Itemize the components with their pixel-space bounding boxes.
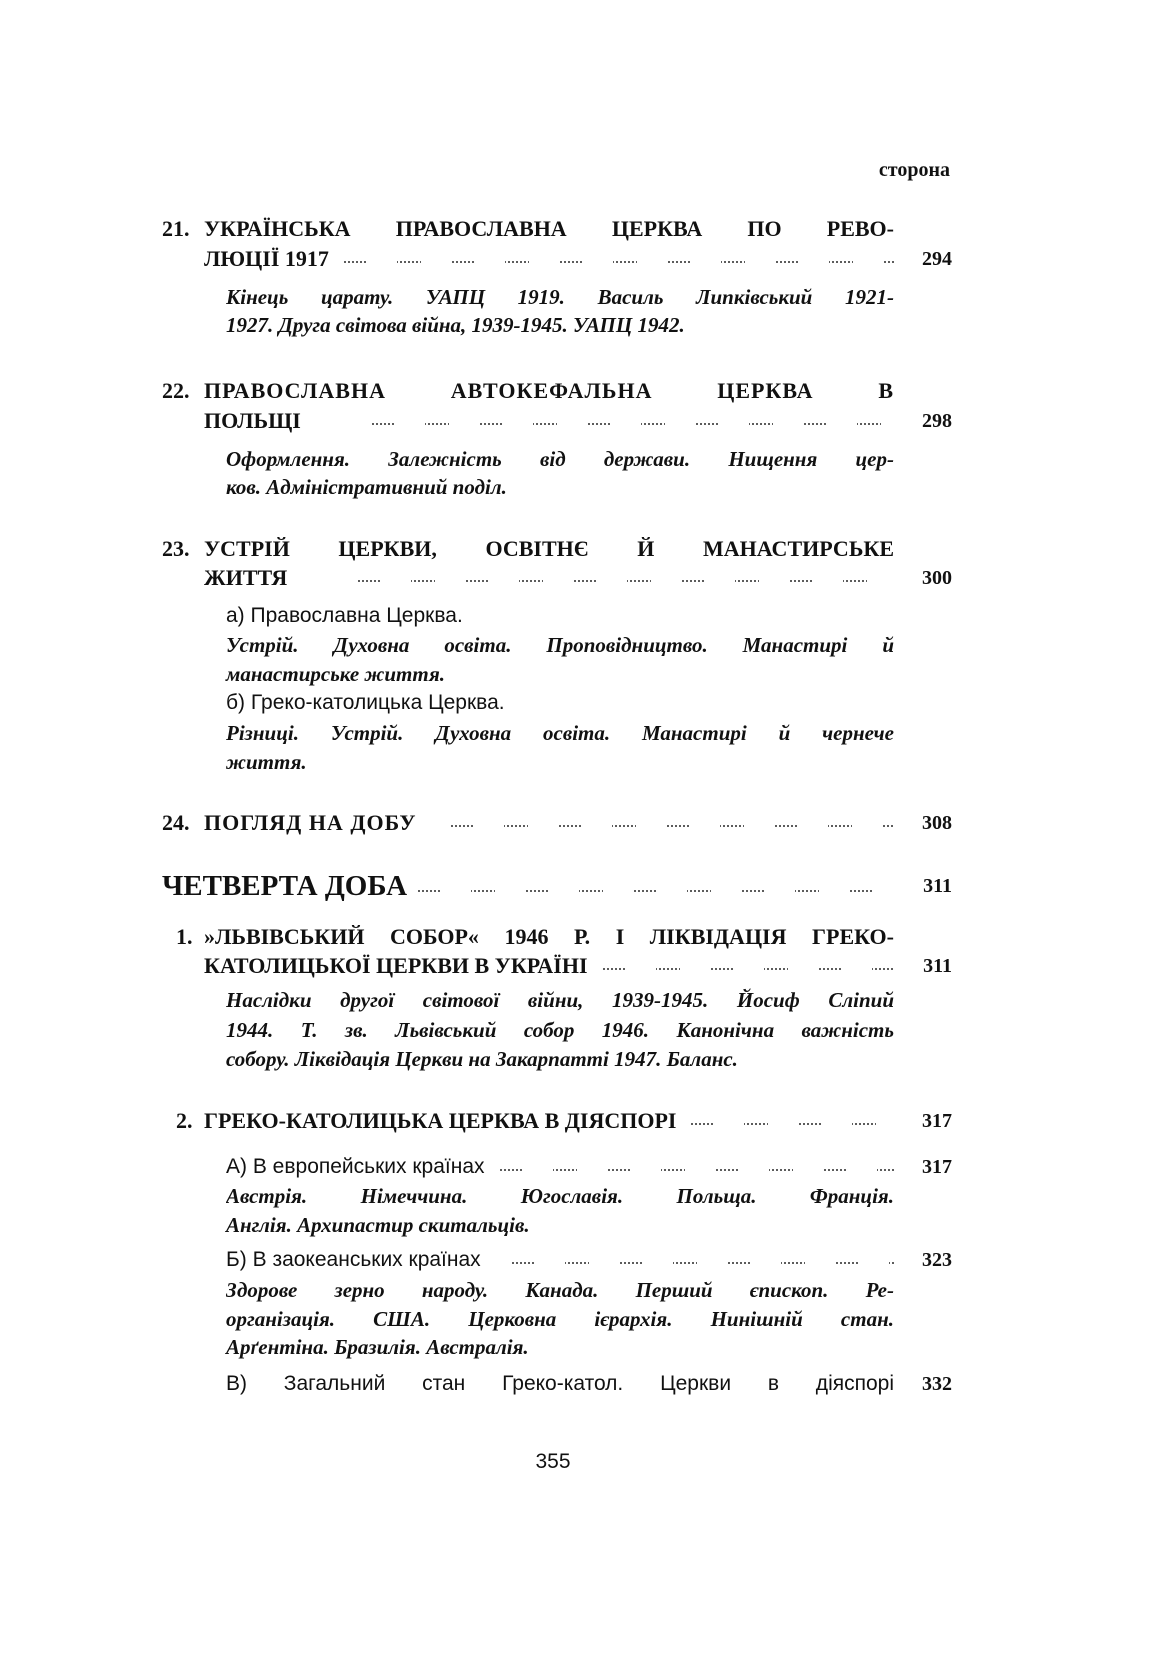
entry-title-leader [204,245,894,273]
entry-description: Наслідки другої світової війни, 1939-1945. Йосиф Сліпий [226,988,894,1012]
page-ref: 311 [923,875,952,897]
subsection-label: б) Греко-католицька Церква. [226,691,505,714]
entry-number: 1. [176,924,193,949]
entry-title: ЖИТТЯ [204,565,288,590]
entry-number: 24. [162,810,190,835]
page-ref: 317 [922,1110,952,1132]
page-ref: 298 [922,410,952,432]
entry-description: Оформлення. Залежність від держави. Нищення цер- [226,447,894,471]
page-ref: 308 [922,812,952,834]
entry-title-leader [204,564,894,592]
page-ref: 300 [922,567,952,589]
entry-title: »ЛЬВІВСЬКИЙ СОБОР« 1946 Р. І ЛІКВІДАЦІЯ ГРЕКО- [204,924,894,949]
page-ref: 294 [922,248,952,270]
dot-leader [371,422,894,428]
subsection-label: Б) В заокеанських країнах [226,1248,481,1271]
entry-title-leader [204,809,894,837]
subsection-label: а) Православна Церква. [226,604,463,627]
entry-title: ПРАВОСЛАВНА АВТОКЕФАЛЬНА ЦЕРКВА В [204,378,894,403]
entry-description: ков. Адміністративний поділ. [226,475,507,499]
page-ref: 323 [922,1249,952,1271]
entry-description: Кінець царату. УАПЦ 1919. Василь Липківський 1921- [226,285,894,309]
dot-leader [417,889,894,895]
entry-title-leader [204,952,894,980]
entry-number: 22. [162,378,190,403]
dot-leader [511,1261,894,1267]
entry-title: ПОГЛЯД НА ДОБУ [204,810,417,835]
subsection-leader [226,1153,894,1181]
entry-description: Арґентіна. Бразилія. Австралія. [226,1335,529,1359]
dot-leader [602,967,894,973]
entry-description: 1927. Друга світова війна, 1939-1945. УАПЦ 1942. [226,313,685,337]
entry-description: 1944. Т. зв. Львівський собор 1946. Канонічна важність [226,1018,894,1042]
entry-title-leader [204,1107,894,1135]
entry-title: УКРАЇНСЬКА ПРАВОСЛАВНА ЦЕРКВА ПО РЕВО- [204,216,894,241]
page-ref: 332 [922,1373,952,1395]
subsection-label: А) В европейських країнах [226,1155,485,1178]
entry-description: Англія. Архипастир скитальців. [226,1213,530,1237]
entry-number: 21. [162,216,190,241]
dot-leader [343,260,894,266]
page-number: 355 [535,1450,571,1473]
entry-description: життя. [226,750,307,774]
entry-title: ПОЛЬЩІ [204,408,301,433]
entry-title: КАТОЛИЦЬКОЇ ЦЕРКВИ В УКРАЇНІ [204,953,588,978]
entry-description: манастирське життя. [226,662,446,686]
entry-title: ГРЕКО-КАТОЛИЦЬКА ЦЕРКВА В ДІЯСПОРІ [204,1108,677,1133]
entry-description: собору. Ліквідація Церкви на Закарпатті 1947. Баланс. [226,1047,738,1071]
part-title: ЧЕТВЕРТА ДОБА [162,870,408,902]
dot-leader [357,579,894,585]
entry-description: організація. США. Церковна ієрархія. Нинішній стан. [226,1307,894,1331]
entry-title-leader [204,407,894,435]
part-title-leader [162,870,894,902]
dot-leader [499,1168,894,1174]
page-ref: 311 [923,955,952,977]
entry-title: ЛЮЦІЇ 1917 [204,246,329,271]
entry-title: УСТРІЙ ЦЕРКВИ, ОСВІТНЄ Й МАНАСТИРСЬКЕ [204,536,894,561]
subsection-leader [226,1246,894,1274]
page-ref: 317 [922,1156,952,1178]
entry-number: 23. [162,536,190,561]
page-column-label: сторона [878,159,950,181]
entry-description: Різниці. Устрій. Духовна освіта. Манастирі й чернече [226,721,894,745]
entry-description: Австрія. Німеччина. Югославія. Польща. Франція. [226,1184,894,1208]
dot-leader [690,1122,894,1128]
entry-description: Устрій. Духовна освіта. Проповідництво. Манастирі й [226,633,894,657]
entry-description: Здорове зерно народу. Канада. Перший єпископ. Ре- [226,1278,894,1302]
subsection-label: В) Загальний стан Греко-катол. Церкви в діяспорі [226,1372,894,1395]
entry-number: 2. [176,1108,193,1133]
dot-leader [450,824,894,830]
